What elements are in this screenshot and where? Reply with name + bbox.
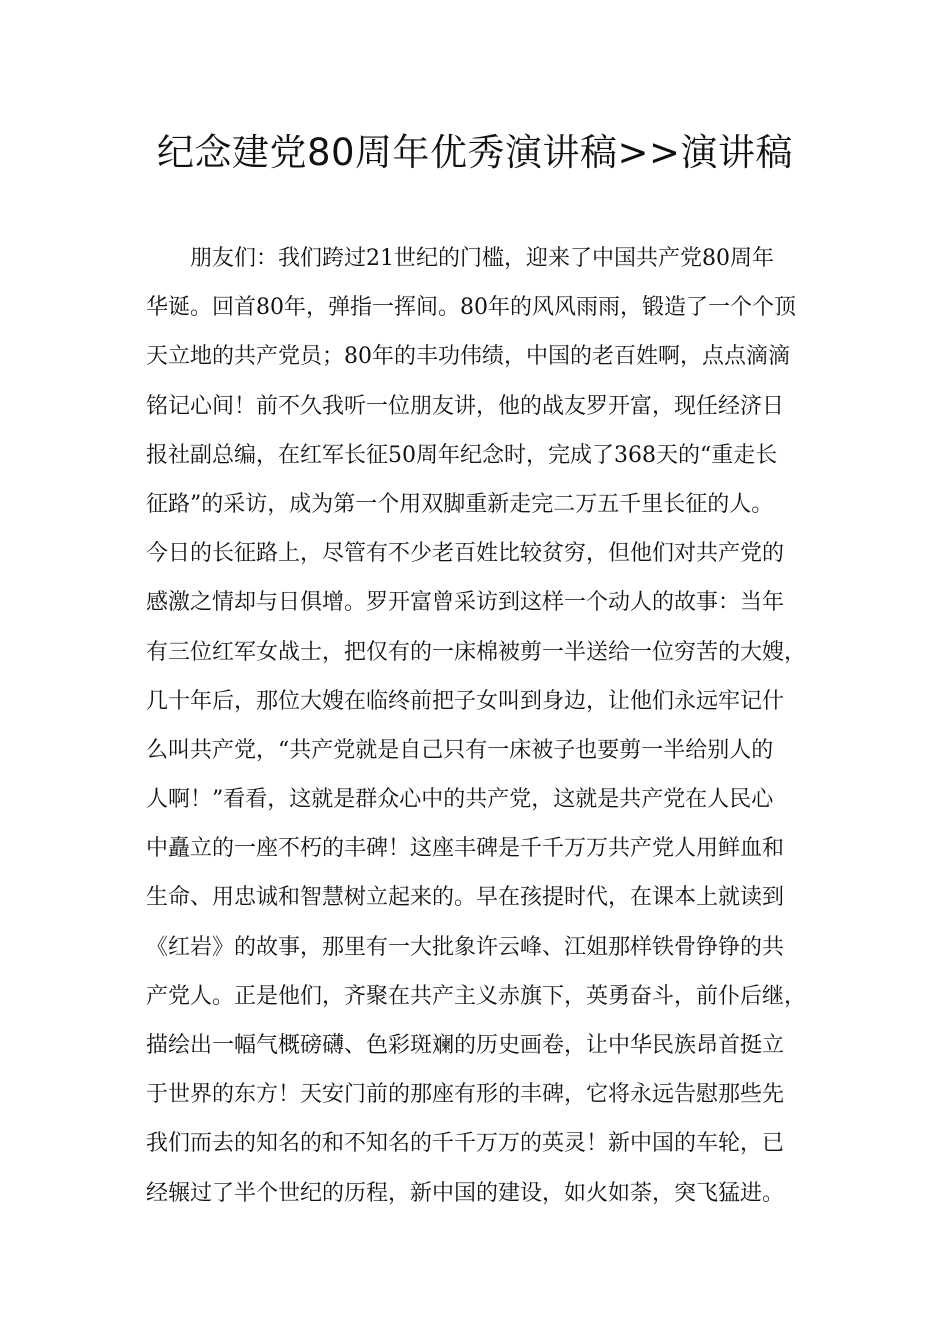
body-line: 《红岩》的故事，那里有一大批象许云峰、江姐那样铁骨铮铮的共 bbox=[146, 934, 785, 960]
body-line: 中矗立的一座不朽的丰碑！这座丰碑是千千万万共产党人用鲜血和 bbox=[146, 836, 785, 862]
body-line: 华诞。回首80年，弹指一挥间。80年的风风雨雨，锻造了一个个顶 bbox=[146, 295, 796, 321]
body-line: 于世界的东方！天安门前的那座有形的丰碑，它将永远告慰那些先 bbox=[146, 1082, 785, 1108]
body-line: 朋友们：我们跨过21世纪的门槛，迎来了中国共产党80周年 bbox=[190, 246, 774, 271]
body-line: 感激之情却与日俱增。罗开富曾采访到这样一个动人的故事：当年 bbox=[146, 590, 785, 616]
body-line: 铭记心间！前不久我听一位朋友讲，他的战友罗开富，现任经济日 bbox=[146, 393, 785, 419]
document-title: 纪念建党80周年优秀演讲稿>>演讲稿 bbox=[156, 131, 794, 174]
body-line: 报社副总编，在红军长征50周年纪念时，完成了368天的“重走长 bbox=[146, 442, 778, 468]
body-line: 产党人。正是他们，齐聚在共产主义赤旗下，英勇奋斗，前仆后继， bbox=[146, 983, 807, 1009]
body-line: 几十年后，那位大嫂在临终前把子女叫到身边，让他们永远牢记什 bbox=[146, 688, 785, 714]
body-line: 经辗过了半个世纪的历程，新中国的建设，如火如荼，突飞猛进。 bbox=[146, 1180, 785, 1206]
body-line: 么叫共产党，“共产党就是自己只有一床被子也要剪一半给别人的 bbox=[146, 737, 774, 763]
body-line: 生命、用忠诚和智慧树立起来的。早在孩提时代，在课本上就读到 bbox=[146, 885, 785, 911]
body-line: 天立地的共产党员；80年的丰功伟绩，中国的老百姓啊，点点滴滴 bbox=[146, 344, 790, 370]
body-line: 人啊！”看看，这就是群众心中的共产党，这就是共产党在人民心 bbox=[146, 787, 774, 813]
document-body bbox=[146, 234, 826, 1218]
body-line: 有三位红军女战士，把仅有的一床棉被剪一半送给一位穷苦的大嫂， bbox=[146, 639, 807, 665]
body-line: 今日的长征路上，尽管有不少老百姓比较贫穷，但他们对共产党的 bbox=[146, 541, 785, 567]
body-line: 征路”的采访，成为第一个用双脚重新走完二万五千里长征的人。 bbox=[146, 491, 774, 517]
body-line: 描绘出一幅气概磅礴、色彩斑斓的历史画卷，让中华民族昂首挺立 bbox=[146, 1033, 785, 1058]
body-line: 我们而去的知名的和不知名的千千万万的英灵！新中国的车轮，已 bbox=[146, 1131, 785, 1157]
